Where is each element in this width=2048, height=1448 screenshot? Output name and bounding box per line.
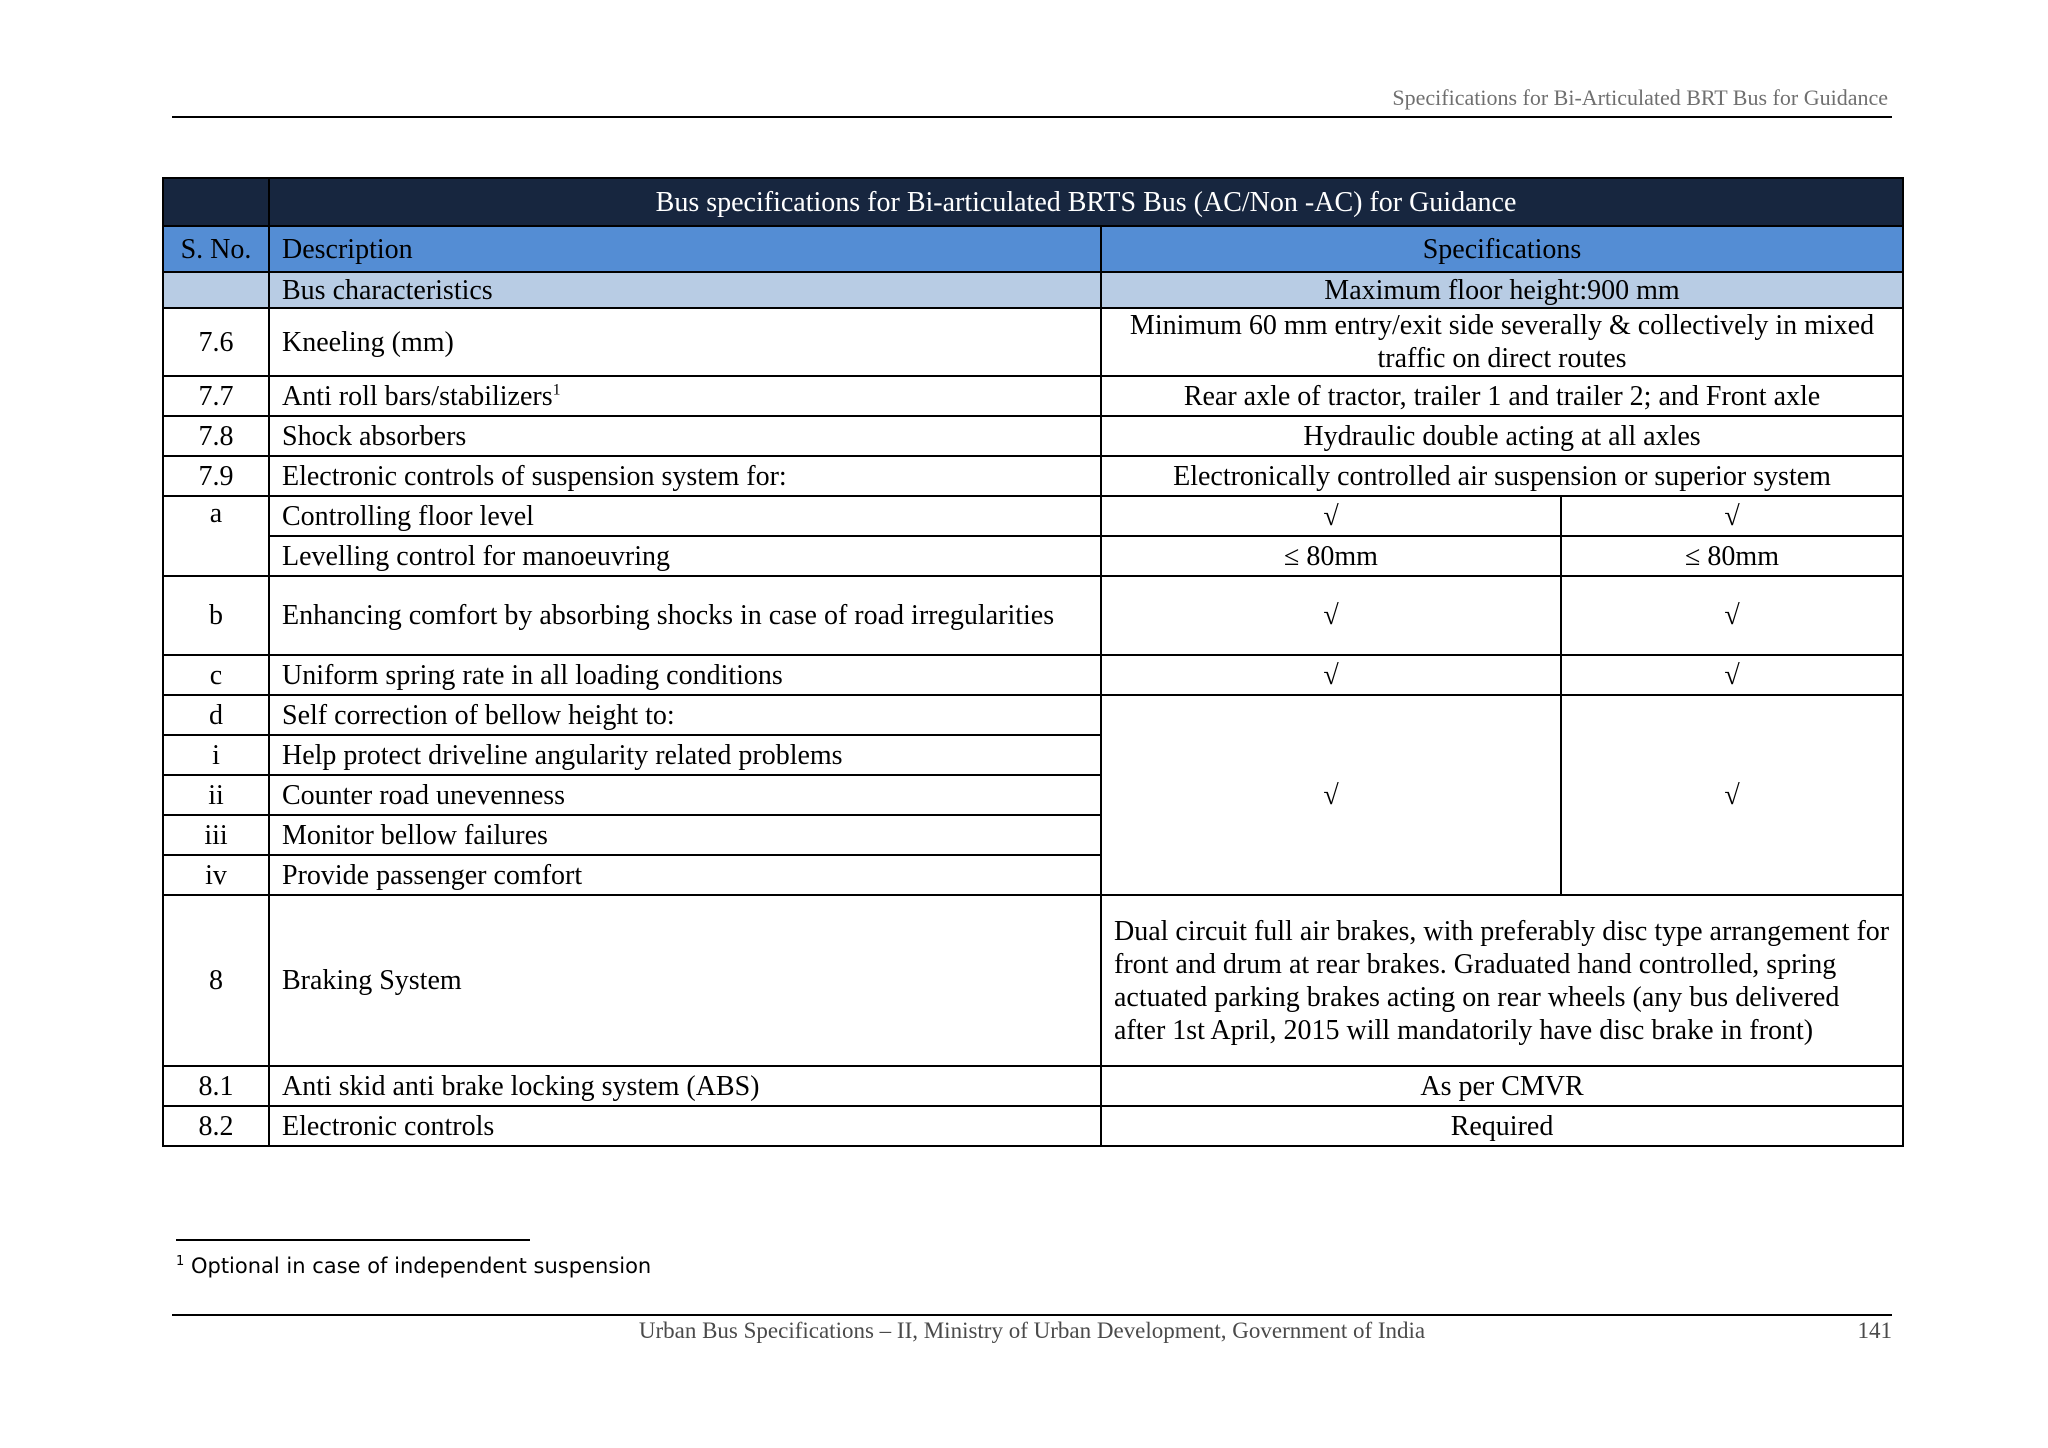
row-spec-b: √ (1561, 655, 1903, 695)
section-sno-cell (163, 272, 269, 308)
specifications-table (162, 177, 1904, 1147)
row-description-cell (269, 376, 1101, 416)
footnote-reference[interactable]: 1 (552, 381, 561, 399)
row-description: Controlling floor level (269, 496, 1101, 536)
row-sno: i (163, 735, 269, 775)
row-sno: 7.8 (163, 416, 269, 456)
row-sno: ii (163, 775, 269, 815)
row-spec-a: ≤ 80mm (1101, 536, 1561, 576)
footer-text: Urban Bus Specifications – II, Ministry of Urban Development, Government of India (638, 1318, 1426, 1343)
table-row (163, 576, 1903, 655)
table-header-row (163, 226, 1903, 272)
footnote-text: Optional in case of independent suspension (190, 1254, 652, 1278)
row-spec: Minimum 60 mm entry/exit side severally & collectively in mixed traffic on direct routes (1101, 308, 1903, 376)
row-sno: b (163, 576, 269, 655)
row-description: Uniform spring rate in all loading conditions (269, 655, 1101, 695)
row-description: Shock absorbers (269, 416, 1101, 456)
table-row (163, 456, 1903, 496)
row-sno: 8.1 (163, 1066, 269, 1106)
row-description: Help protect driveline angularity related problems (269, 735, 1101, 775)
row-description: Anti skid anti brake locking system (ABS) (269, 1066, 1101, 1106)
row-description: Kneeling (mm) (269, 308, 1101, 376)
table-row (163, 308, 1903, 376)
row-spec-a: √ (1101, 695, 1561, 895)
table-row (163, 1066, 1903, 1106)
table-row (163, 536, 1903, 576)
row-description: Levelling control for manoeuvring (269, 536, 1101, 576)
row-description: Electronic controls (269, 1106, 1101, 1146)
row-sno: c (163, 655, 269, 695)
row-sno: 8 (163, 895, 269, 1066)
table-title-row (163, 178, 1903, 226)
row-spec: As per CMVR (1101, 1066, 1903, 1106)
table-row (163, 416, 1903, 456)
row-sno: 7.7 (163, 376, 269, 416)
row-description: Self correction of bellow height to: (269, 695, 1101, 735)
running-header-title: Specifications for Bi-Articulated BRT Bus for Guidance (1392, 85, 1888, 110)
row-spec-b: ≤ 80mm (1561, 536, 1903, 576)
row-sno: a (163, 496, 269, 576)
row-spec-a: √ (1101, 496, 1561, 536)
row-spec-a: √ (1101, 576, 1561, 655)
footnote-marker: 1 (176, 1254, 185, 1269)
row-sno: iv (163, 855, 269, 895)
table-row (163, 496, 1903, 536)
row-description: Monitor bellow failures (269, 815, 1101, 855)
row-description: Enhancing comfort by absorbing shocks in case of road irregularities (269, 576, 1101, 655)
table-row (163, 655, 1903, 695)
footnote (176, 1254, 651, 1278)
column-header-specifications: Specifications (1101, 226, 1903, 272)
row-description: Anti roll bars/stabilizers (282, 380, 553, 412)
row-spec: Rear axle of tractor, trailer 1 and trailer 2; and Front axle (1101, 376, 1903, 416)
title-blank-cell (163, 178, 269, 226)
row-spec: Dual circuit full air brakes, with preferably disc type arrangement for front and drum at rear brakes. Graduated hand controlled, spring actuated parking brakes acting on rear wheels (any bus delivered after 1st April, 2015 will mandatorily have disc brake in front) (1101, 895, 1903, 1066)
row-spec: Required (1101, 1106, 1903, 1146)
running-header (172, 84, 1892, 118)
row-spec-b: √ (1561, 496, 1903, 536)
row-sno: d (163, 695, 269, 735)
row-spec: Hydraulic double acting at all axles (1101, 416, 1903, 456)
row-spec-b: √ (1561, 695, 1903, 895)
table-row (163, 895, 1903, 1066)
section-description: Bus characteristics (269, 272, 1101, 308)
row-spec: Electronically controlled air suspension or superior system (1101, 456, 1903, 496)
row-sno: 7.6 (163, 308, 269, 376)
row-sno: 8.2 (163, 1106, 269, 1146)
row-description: Electronic controls of suspension system for: (269, 456, 1101, 496)
section-row (163, 272, 1903, 308)
row-description: Braking System (269, 895, 1101, 1066)
row-sno: 7.9 (163, 456, 269, 496)
column-header-description: Description (269, 226, 1101, 272)
row-sno: iii (163, 815, 269, 855)
table-row (163, 1106, 1903, 1146)
row-description: Counter road unevenness (269, 775, 1101, 815)
table-row (163, 695, 1903, 735)
row-description: Provide passenger comfort (269, 855, 1101, 895)
footnote-divider (176, 1239, 530, 1241)
section-spec: Maximum floor height:900 mm (1101, 272, 1903, 308)
row-spec-a: √ (1101, 655, 1561, 695)
row-spec-b: √ (1561, 576, 1903, 655)
table-title: Bus specifications for Bi-articulated BRTS Bus (AC/Non -AC) for Guidance (269, 178, 1903, 226)
page-number: 141 (1857, 1318, 1892, 1343)
table-row (163, 376, 1903, 416)
column-header-sno: S. No. (163, 226, 269, 272)
footer-divider (172, 1314, 1892, 1316)
